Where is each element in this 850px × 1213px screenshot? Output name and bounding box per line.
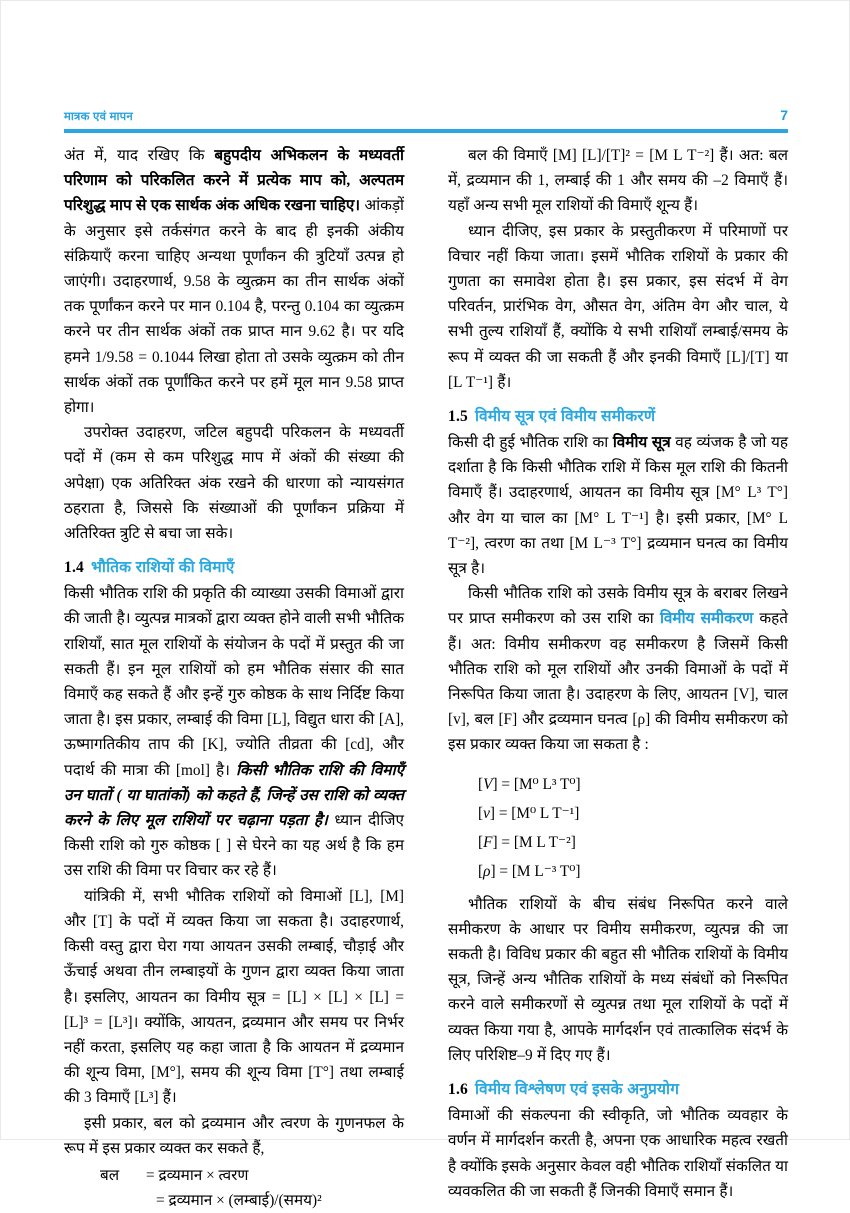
highlighted-term-dimensional-equation: विमीय समीकरण <box>659 610 754 628</box>
paragraph-magnitude-note: ध्यान दीजिए, इस प्रकार के प्रस्तुतीकरण में परिमाणों पर विचार नहीं किया जाता। इसमें भौतिक राशियों के प्रकार की गुणता का समावेश होता है। इस प्रकार, इस संदर्भ में वेग परिवर्तन, प्रारंभिक वेग, औसत वेग, अंतिम वेग और चाल, ये सभी तुल्य राशियाँ हैं, क्योंकि ये सभी राशियाँ लम्बाई/समय के रूप में व्यक्त की जा सकती हैं और इनकी विमाएँ [L]/[T] या [L T⁻¹] हैं। <box>448 222 788 391</box>
dimensional-equation-row: [V] = [M⁰ L³ T⁰] <box>478 775 581 793</box>
dim-eq-quantity-volume: V <box>483 775 493 793</box>
paragraph-dimensional-analysis-intro: विमाओं की संकल्पना की स्वीकृति, जो भौतिक व्यवहार के वर्णन में मार्गदर्शन करती है, अपना एक आधारिक महत्व रखती है क्योंकि इसके अनुसार केवल वही भौतिक राशियाँ संकलित या व्यवकलित की जा सकती हैं जिनकी विमाएँ समान हैं। <box>448 1107 788 1200</box>
section-heading-1-6 <box>448 1079 788 1101</box>
dim-eq-quantity-speed: v <box>483 804 490 822</box>
section-heading-1-4 <box>64 557 404 579</box>
dim-eq-formula-volume: [M⁰ L³ T⁰] <box>513 775 581 793</box>
equation-force-label: बल <box>100 1166 120 1184</box>
para3-bold-italic-definition: किसी भौतिक राशि की विमाएँ उन घातों ( या घातांकों) को कहते हैं, जिन्हें उस राशि को व्यक्त करने के लिए मूल राशियों पर चढ़ाना पड़ता है। <box>64 761 404 830</box>
dim-eq-quantity-density: ρ <box>483 862 491 880</box>
para1-lead: अंत में, याद रखिए कि <box>64 147 215 164</box>
para1-bold: बहुपदीय अभिकलन के मध्यवर्ती परिणाम को परिकलित करने में प्रत्येक माप को, अल्पतम परिशुद्ध माप से एक सार्थक अंक अधिक रखना चाहिए। <box>64 147 404 215</box>
para3-part2: ध्यान दीजिए किसी राशि को गुरु कोष्ठक [ ] से घेरने का यह अर्थ है कि हम उस राशि की विमा पर विचार कर रहे हैं। <box>64 812 404 880</box>
dimensional-equation-row: [ρ] = [M L⁻³ T⁰] <box>478 862 581 880</box>
dim-eq-formula-force: [M L T⁻²] <box>513 833 576 851</box>
para4r-part1: किसी भौतिक राशि को उसके विमीय सूत्र के बराबर लिखने पर प्राप्त समीकरण को उस राशि का <box>448 585 788 628</box>
dim-eq-formula-density: [M L⁻³ T⁰] <box>511 862 581 880</box>
header-rule <box>64 129 788 133</box>
dimensional-equation-row: [v] = [M⁰ L T⁻¹] <box>478 804 580 822</box>
equation-force-line-2 <box>64 1188 404 1213</box>
paragraph-appendix-reference: भौतिक राशियों के बीच संबंध निरूपित करने वाले समीकरण के आधार पर विमीय समीकरण, व्युत्पन्न की जा सकती है। विविध प्रकार की बहुत सी भौतिक राशियों के विमीय सूत्र, जिन्हें अन्य भौतिक राशियों के मध्य संबंधों को निरूपित करने वाले समीकरणों से व्युत्पन्न तथा मूल राशियों के पदों में व्यक्त किया गया है, आपके मार्गदर्शन एवं तात्कालिक संदर्भ के लिए परिशिष्ट–9 में दिए गए हैं। <box>448 895 788 1064</box>
section-title-1-5: विमीय सूत्र एवं विमीय समीकरणें <box>474 408 656 426</box>
para4r-part2: कहते हैं। अत: विमीय समीकरण वह समीकरण है जिसमें किसी भौतिक राशि को मूल राशियों और उनकी विमाओं के पदों में निरूपित किया जाता है। उदाहरण के लिए, आयतन [V], चाल [v], बल [F] और द्रव्यमान घनत्व [ρ] की विमीय समीकरण को इस प्रकार व्यक्त किया जा सकता है : <box>448 610 788 754</box>
paragraph-extra-digit-justification: उपरोक्त उदाहरण, जटिल बहुपदी परिकलन के मध्यवर्ती पदों में (कम से कम परिशुद्ध माप में अंकों की संख्या की अपेक्षा) एक अतिरिक्त अंक रखने की धारणा को न्यायसंगत ठहराता है, जिससे कि संख्याओं की पूर्णांकन प्रक्रिया में अतिरिक्त त्रुटि से बचा जा सके। <box>64 424 404 543</box>
dimensional-equations-list <box>448 770 788 886</box>
force-equation-block <box>64 1163 404 1213</box>
para1-rest: आंकड़ों के अनुसार इसे तर्कसंगत करने के बाद ही इनकी अंकीय संक्रियाएँ करना चाहिए अन्यथा पूर्णांकन की त्रुटियाँ उत्पन्न हो जाएंगी। उदाहरणार्थ, 9.58 के व्युत्क्रम का तीन सार्थक अंकों तक पूर्णांकन करने पर मान 0.104 है, परन्तु 0.104 का व्युत्क्रम करने पर तीन सार्थक अंकों तक प्राप्त मान 9.62 है। पर यदि हमने 1/9.58 = 0.1044 लिखा होता तो उसके व्युत्क्रम को तीन सार्थक अंकों तक पूर्णांकित करने पर हमें मूल मान 9.58 प्राप्त होगा। <box>64 197 404 417</box>
dim-eq-formula-speed: [M⁰ L T⁻¹] <box>511 804 580 822</box>
paragraph-dimensional-formula <box>448 430 788 581</box>
equation-force-body-1: = द्रव्यमान × त्वरण <box>146 1166 249 1184</box>
equation-force-line-1 <box>64 1163 404 1188</box>
paragraph-rounding-rule <box>64 143 404 420</box>
section-number-1-5: 1.5 <box>448 408 468 426</box>
page-number: 7 <box>780 107 788 123</box>
section-heading-1-5 <box>448 406 788 428</box>
section-title-1-6: विमीय विश्लेषण एवं इसके अनुप्रयोग <box>474 1081 680 1099</box>
para3r-part2: वह व्यंजक है जो यह दर्शाता है कि किसी भौतिक राशि में किस मूल राशि की कितनी विमाएँ हैं। उदाहरणार्थ, आयतन का विमीय सूत्र [M° L³ T°] और वेग या चाल का [M° L T⁻¹] है। इसी प्रकार, [M° L T⁻²], त्वरण का तथा [M L⁻³ T°] द्रव्यमान घनत्व का विमीय सूत्र है। <box>448 434 788 578</box>
paragraph-mechanics-LMT: यांत्रिकी में, सभी भौतिक राशियों को विमाओं [L], [M] और [T] के पदों में व्यक्त किया जा सकता है। उदाहरणार्थ, किसी वस्तु द्वारा घेरा गया आयतन उसकी लम्बाई, चौड़ाई और ऊँचाई अथवा तीन लम्बाइयों के गुणन द्वारा व्यक्त किया जाता है। इसलिए, आयतन का विमीय सूत्र = [L] × [L] × [L] = [L]³ = [L³]। क्योंकि, आयतन, द्रव्यमान और समय पर निर्भर नहीं करता, इसलिए यह कहा जाता है कि आयतन में द्रव्यमान की शून्य विमा, [M°], समय की शून्य विमा [T°] तथा लम्बाई की 3 विमाएँ [L³] हैं। <box>64 887 404 1107</box>
para3r-bold-term: विमीय सूत्र <box>612 434 671 452</box>
chapter-title: मात्रक एवं मापन <box>64 111 133 123</box>
paragraph-force-product: इसी प्रकार, बल को द्रव्यमान और त्वरण के गुणनफल के रूप में इस प्रकार व्यक्त कर सकते हैं, <box>64 1114 404 1157</box>
paragraph-dimensional-equation <box>448 581 788 757</box>
section-number-1-4: 1.4 <box>64 559 84 577</box>
paragraph-dimensions-definition <box>64 581 404 883</box>
two-column-body <box>64 143 788 1210</box>
equation-force-body-2: = द्रव्यमान × (लम्बाई)/(समय)² <box>156 1192 322 1210</box>
right-column <box>448 143 788 1204</box>
para3r-part1: किसी दी हुई भौतिक राशि का <box>448 434 613 452</box>
dimensional-equation-row: [F] = [M L T⁻²] <box>478 833 576 851</box>
section-number-1-6: 1.6 <box>448 1081 468 1099</box>
section-title-1-4: भौतिक राशियों की विमाएँ <box>90 559 235 577</box>
left-column <box>64 143 404 1213</box>
page-header <box>64 109 788 139</box>
dim-eq-quantity-force: F <box>483 833 493 851</box>
paragraph-force-dimensions: बल की विमाएँ [M] [L]/[T]² = [M L T⁻²] हैं। अत: बल में, द्रव्यमान की 1, लम्बाई की 1 और समय की –2 विमाएँ हैं। यहाँ अन्य सभी मूल राशियों की विमाएँ शून्य हैं। <box>448 147 788 215</box>
para3-part1: किसी भौतिक राशि की प्रकृति की व्याख्या उसकी विमाओं द्वारा की जाती है। व्युत्पन्न मात्रकों द्वारा व्यक्त होने वाली सभी भौतिक राशियाँ, सात मूल राशियों के संयोजन के पदों में प्रस्तुत की जा सकती हैं। इन मूल राशियों को हम भौतिक संसार की सात विमाएँ कह सकते हैं और इन्हें गुरु कोष्ठक के साथ निर्दिष्ट किया जाता है। इस प्रकार, लम्बाई की विमा [L], विद्युत धारा की [A], ऊष्मागतिकीय ताप की [K], ज्योति तीव्रता की [cd], और पदार्थ की मात्रा की [mol] है। <box>64 585 404 779</box>
